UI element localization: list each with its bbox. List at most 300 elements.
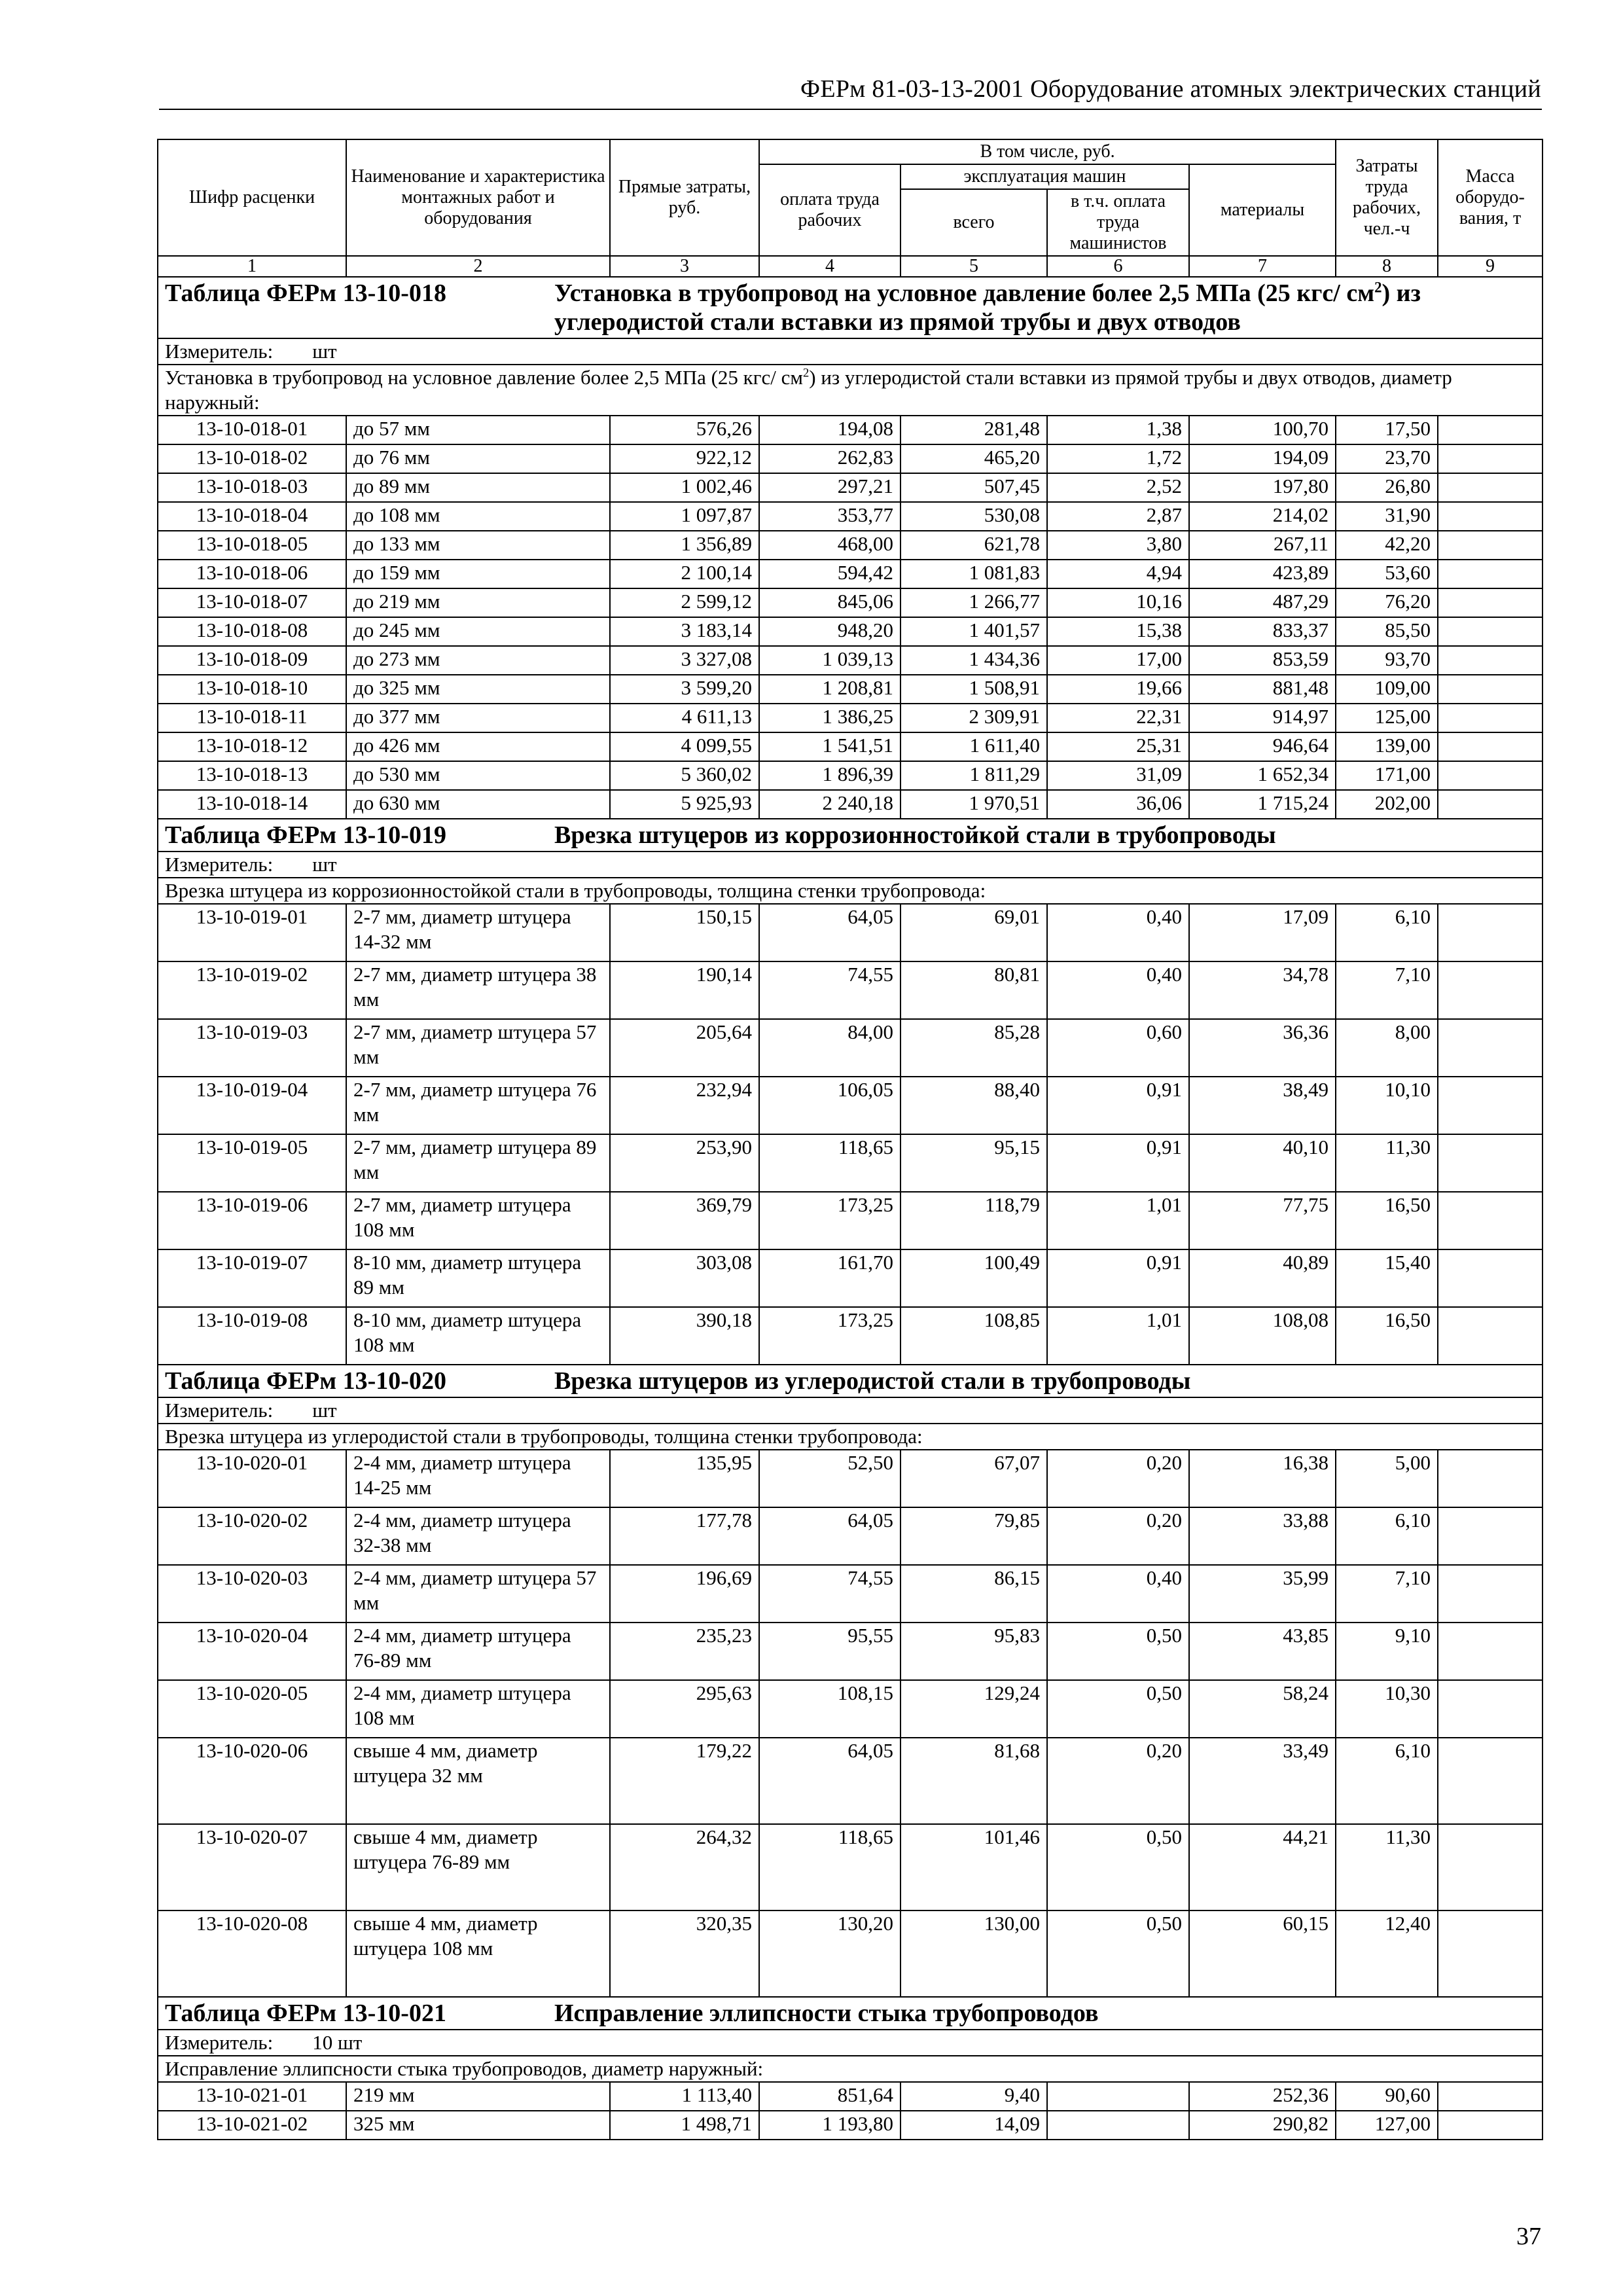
page-number: 37 xyxy=(1516,2223,1541,2250)
description-cell xyxy=(158,1424,1543,1450)
section-title-text: Исправление эллипсности стыка трубопроводов xyxy=(554,2000,1099,2027)
labor-pay-cell: 64,05 xyxy=(759,904,901,961)
direct-cost-cell: 4 611,13 xyxy=(610,704,759,732)
labor-hours-cell: 11,30 xyxy=(1336,1134,1438,1192)
labor-pay-cell: 74,55 xyxy=(759,961,901,1019)
direct-cost-cell: 576,26 xyxy=(610,416,759,444)
machines-total-cell: 1 970,51 xyxy=(901,790,1047,819)
rate-name-cell: 325 мм xyxy=(346,2111,610,2140)
col-machinists-header: в т.ч. оплата труда машинистов xyxy=(1047,189,1189,256)
col-number: 7 xyxy=(1189,256,1336,277)
mass-cell xyxy=(1438,2111,1543,2140)
mass-cell xyxy=(1438,1019,1543,1077)
machines-total-cell: 129,24 xyxy=(901,1680,1047,1738)
machinists-pay-cell: 25,31 xyxy=(1047,732,1189,761)
labor-hours-cell: 127,00 xyxy=(1336,2111,1438,2140)
rate-code-cell: 13-10-019-06 xyxy=(158,1192,346,1249)
rate-name-cell: 2-4 мм, диаметр штуцера 14-25 мм xyxy=(346,1450,610,1507)
rate-code-cell: 13-10-018-01 xyxy=(158,416,346,444)
labor-pay-cell: 297,21 xyxy=(759,473,901,502)
table-row xyxy=(158,1565,1543,1623)
machines-total-cell: 281,48 xyxy=(901,416,1047,444)
machinists-pay-cell: 3,80 xyxy=(1047,531,1189,560)
col-code-header: Шифр расценки xyxy=(158,139,346,256)
mass-cell xyxy=(1438,588,1543,617)
rate-code-cell: 13-10-019-07 xyxy=(158,1249,346,1307)
direct-cost-cell: 5 360,02 xyxy=(610,761,759,790)
rate-code-cell: 13-10-020-08 xyxy=(158,1910,346,1997)
machinists-pay-cell: 0,20 xyxy=(1047,1738,1189,1824)
machinists-pay-cell: 0,40 xyxy=(1047,1565,1189,1623)
machines-total-cell: 86,15 xyxy=(901,1565,1047,1623)
machines-total-cell: 130,00 xyxy=(901,1910,1047,1997)
labor-pay-cell: 106,05 xyxy=(759,1077,901,1134)
materials-cell: 33,88 xyxy=(1189,1507,1336,1565)
labor-pay-cell: 353,77 xyxy=(759,502,901,531)
labor-hours-cell: 7,10 xyxy=(1336,1565,1438,1623)
machinists-pay-cell: 31,09 xyxy=(1047,761,1189,790)
description-text: Исправление эллипсности стыка трубопроводов, диаметр наружный: xyxy=(165,2057,764,2080)
rate-name-cell: до 630 мм xyxy=(346,790,610,819)
materials-cell: 1 652,34 xyxy=(1189,761,1336,790)
table-section-heading xyxy=(158,1365,1543,1397)
direct-cost-cell: 390,18 xyxy=(610,1307,759,1365)
labor-hours-cell: 7,10 xyxy=(1336,961,1438,1019)
rate-name-cell: 2-7 мм, диаметр штуцера 108 мм xyxy=(346,1192,610,1249)
labor-pay-cell: 468,00 xyxy=(759,531,901,560)
labor-pay-cell: 262,83 xyxy=(759,444,901,473)
col-direct-header: Прямые затраты, руб. xyxy=(610,139,759,256)
machines-total-cell: 1 434,36 xyxy=(901,646,1047,675)
mass-cell xyxy=(1438,1623,1543,1680)
mass-cell xyxy=(1438,790,1543,819)
table-row xyxy=(158,1192,1543,1249)
rate-name-cell: до 377 мм xyxy=(346,704,610,732)
machines-total-cell: 530,08 xyxy=(901,502,1047,531)
materials-cell: 77,75 xyxy=(1189,1192,1336,1249)
rate-code-cell: 13-10-021-01 xyxy=(158,2082,346,2111)
machines-total-cell: 95,15 xyxy=(901,1134,1047,1192)
machinists-pay-cell: 1,01 xyxy=(1047,1192,1189,1249)
labor-hours-cell: 31,90 xyxy=(1336,502,1438,531)
table-row xyxy=(158,444,1543,473)
direct-cost-cell: 3 599,20 xyxy=(610,675,759,704)
table-description-row xyxy=(158,1424,1543,1450)
mass-cell xyxy=(1438,502,1543,531)
table-row xyxy=(158,2082,1543,2111)
machines-total-cell: 80,81 xyxy=(901,961,1047,1019)
rate-code-cell: 13-10-018-09 xyxy=(158,646,346,675)
machines-total-cell: 1 401,57 xyxy=(901,617,1047,646)
col-number: 3 xyxy=(610,256,759,277)
rate-code-cell: 13-10-018-08 xyxy=(158,617,346,646)
labor-pay-cell: 52,50 xyxy=(759,1450,901,1507)
machines-total-cell: 85,28 xyxy=(901,1019,1047,1077)
machines-total-cell: 88,40 xyxy=(901,1077,1047,1134)
rate-code-cell: 13-10-018-10 xyxy=(158,675,346,704)
rate-name-cell: 2-7 мм, диаметр штуцера 76 мм xyxy=(346,1077,610,1134)
measure-label: Измеритель: xyxy=(165,853,274,876)
labor-pay-cell: 2 240,18 xyxy=(759,790,901,819)
rate-code-cell: 13-10-020-01 xyxy=(158,1450,346,1507)
measure-label: Измеритель: xyxy=(165,1399,274,1422)
machinists-pay-cell: 0,50 xyxy=(1047,1824,1189,1910)
col-labor-pay-header: оплата труда рабочих xyxy=(759,164,901,256)
direct-cost-cell: 3 183,14 xyxy=(610,617,759,646)
col-machines-header: эксплуатация машин xyxy=(901,164,1189,189)
machines-total-cell: 101,46 xyxy=(901,1824,1047,1910)
labor-hours-cell: 5,00 xyxy=(1336,1450,1438,1507)
rate-name-cell: 2-4 мм, диаметр штуцера 57 мм xyxy=(346,1565,610,1623)
labor-pay-cell: 173,25 xyxy=(759,1307,901,1365)
table-section-heading xyxy=(158,277,1543,338)
labor-hours-cell: 85,50 xyxy=(1336,617,1438,646)
materials-cell: 914,97 xyxy=(1189,704,1336,732)
rate-name-cell: 8-10 мм, диаметр штуцера 89 мм xyxy=(346,1249,610,1307)
section-title xyxy=(554,1367,1535,1395)
machinists-pay-cell: 1,38 xyxy=(1047,416,1189,444)
table-measure-row xyxy=(158,1397,1543,1424)
labor-pay-cell: 1 386,25 xyxy=(759,704,901,732)
rate-code-cell: 13-10-019-08 xyxy=(158,1307,346,1365)
machinists-pay-cell: 0,40 xyxy=(1047,961,1189,1019)
materials-cell: 194,09 xyxy=(1189,444,1336,473)
machines-total-cell: 108,85 xyxy=(901,1307,1047,1365)
materials-cell: 252,36 xyxy=(1189,2082,1336,2111)
rate-name-cell: до 108 мм xyxy=(346,502,610,531)
machinists-pay-cell xyxy=(1047,2111,1189,2140)
table-row xyxy=(158,1738,1543,1824)
mass-cell xyxy=(1438,1565,1543,1623)
rate-code-cell: 13-10-020-05 xyxy=(158,1680,346,1738)
mass-cell xyxy=(1438,646,1543,675)
direct-cost-cell: 4 099,55 xyxy=(610,732,759,761)
machines-total-cell: 465,20 xyxy=(901,444,1047,473)
rate-name-cell: до 273 мм xyxy=(346,646,610,675)
table-row xyxy=(158,961,1543,1019)
materials-cell: 853,59 xyxy=(1189,646,1336,675)
labor-pay-cell: 1 208,81 xyxy=(759,675,901,704)
materials-cell: 423,89 xyxy=(1189,560,1336,588)
description-text: Врезка штуцера из коррозионностойкой стали в трубопроводы, толщина стенки трубопровода: xyxy=(165,879,986,902)
machines-total-cell: 1 811,29 xyxy=(901,761,1047,790)
machinists-pay-cell: 19,66 xyxy=(1047,675,1189,704)
rate-code-cell: 13-10-020-06 xyxy=(158,1738,346,1824)
description-superscript: 2 xyxy=(802,366,810,380)
rate-code-cell: 13-10-020-02 xyxy=(158,1507,346,1565)
labor-pay-cell: 118,65 xyxy=(759,1134,901,1192)
materials-cell: 487,29 xyxy=(1189,588,1336,617)
rate-name-cell: до 219 мм xyxy=(346,588,610,617)
table-description-row xyxy=(158,878,1543,904)
direct-cost-cell: 2 100,14 xyxy=(610,560,759,588)
machinists-pay-cell: 2,52 xyxy=(1047,473,1189,502)
direct-cost-cell: 235,23 xyxy=(610,1623,759,1680)
labor-pay-cell: 118,65 xyxy=(759,1824,901,1910)
mass-cell xyxy=(1438,1824,1543,1910)
machines-total-cell: 1 081,83 xyxy=(901,560,1047,588)
col-number: 8 xyxy=(1336,256,1438,277)
mass-cell xyxy=(1438,704,1543,732)
table-section-heading xyxy=(158,1997,1543,2030)
col-number: 5 xyxy=(901,256,1047,277)
labor-pay-cell: 64,05 xyxy=(759,1507,901,1565)
rate-code-cell: 13-10-018-14 xyxy=(158,790,346,819)
description-text: Врезка штуцера из углеродистой стали в трубопроводы, толщина стенки трубопровода: xyxy=(165,1425,923,1448)
materials-cell: 197,80 xyxy=(1189,473,1336,502)
table-row xyxy=(158,704,1543,732)
table-row xyxy=(158,1077,1543,1134)
labor-hours-cell: 90,60 xyxy=(1336,2082,1438,2111)
labor-hours-cell: 9,10 xyxy=(1336,1623,1438,1680)
mass-cell xyxy=(1438,1192,1543,1249)
materials-cell: 881,48 xyxy=(1189,675,1336,704)
table-measure-row xyxy=(158,852,1543,878)
mass-cell xyxy=(1438,761,1543,790)
rate-code-cell: 13-10-018-02 xyxy=(158,444,346,473)
table-measure-row xyxy=(158,2030,1543,2056)
section-heading xyxy=(165,821,1535,850)
materials-cell: 40,89 xyxy=(1189,1249,1336,1307)
direct-cost-cell: 2 599,12 xyxy=(610,588,759,617)
direct-cost-cell: 1 356,89 xyxy=(610,531,759,560)
mass-cell xyxy=(1438,1507,1543,1565)
col-number: 4 xyxy=(759,256,901,277)
machinists-pay-cell: 0,50 xyxy=(1047,1623,1189,1680)
labor-hours-cell: 8,00 xyxy=(1336,1019,1438,1077)
description-text-end: ) из углеродистой стали вставки из прямой трубы и двух отводов, диаметр наружный: xyxy=(165,366,1452,414)
section-title-text: Врезка штуцеров из коррозионностойкой стали в трубопроводы xyxy=(554,821,1276,849)
table-row xyxy=(158,761,1543,790)
direct-cost-cell: 232,94 xyxy=(610,1077,759,1134)
section-label: Таблица ФЕРм 13-10-021 xyxy=(165,2000,446,2027)
machines-total-cell: 14,09 xyxy=(901,2111,1047,2140)
rate-code-cell: 13-10-018-07 xyxy=(158,588,346,617)
rate-name-cell: 2-4 мм, диаметр штуцера 108 мм xyxy=(346,1680,610,1738)
labor-pay-cell: 1 193,80 xyxy=(759,2111,901,2140)
machines-total-cell: 9,40 xyxy=(901,2082,1047,2111)
rate-code-cell: 13-10-018-12 xyxy=(158,732,346,761)
machinists-pay-cell: 1,01 xyxy=(1047,1307,1189,1365)
rate-name-cell: до 159 мм xyxy=(346,560,610,588)
rate-name-cell: до 325 мм xyxy=(346,675,610,704)
mass-cell xyxy=(1438,1077,1543,1134)
table-row xyxy=(158,1507,1543,1565)
machinists-pay-cell: 0,20 xyxy=(1047,1507,1189,1565)
direct-cost-cell: 196,69 xyxy=(610,1565,759,1623)
labor-pay-cell: 1 896,39 xyxy=(759,761,901,790)
machines-total-cell: 118,79 xyxy=(901,1192,1047,1249)
labor-pay-cell: 161,70 xyxy=(759,1249,901,1307)
table-row xyxy=(158,790,1543,819)
rate-name-cell: 2-7 мм, диаметр штуцера 38 мм xyxy=(346,961,610,1019)
measure-value: шт xyxy=(312,1399,337,1422)
table-row xyxy=(158,617,1543,646)
table-row xyxy=(158,1623,1543,1680)
rate-code-cell: 13-10-018-05 xyxy=(158,531,346,560)
mass-cell xyxy=(1438,473,1543,502)
table-row xyxy=(158,502,1543,531)
description-cell xyxy=(158,365,1543,416)
materials-cell: 833,37 xyxy=(1189,617,1336,646)
labor-pay-cell: 194,08 xyxy=(759,416,901,444)
rate-code-cell: 13-10-019-02 xyxy=(158,961,346,1019)
section-title-text: Врезка штуцеров из углеродистой стали в трубопроводы xyxy=(554,1367,1191,1395)
labor-hours-cell: 6,10 xyxy=(1336,1507,1438,1565)
materials-cell: 100,70 xyxy=(1189,416,1336,444)
mass-cell xyxy=(1438,416,1543,444)
labor-pay-cell: 64,05 xyxy=(759,1738,901,1824)
mass-cell xyxy=(1438,1680,1543,1738)
table-row xyxy=(158,531,1543,560)
table-row xyxy=(158,1680,1543,1738)
machines-total-cell: 2 309,91 xyxy=(901,704,1047,732)
labor-hours-cell: 15,40 xyxy=(1336,1249,1438,1307)
section-heading xyxy=(165,1999,1535,2028)
materials-cell: 60,15 xyxy=(1189,1910,1336,1997)
section-heading-cell xyxy=(158,1997,1543,2030)
section-title-superscript: 2 xyxy=(1374,279,1382,296)
materials-cell: 267,11 xyxy=(1189,531,1336,560)
labor-pay-cell: 95,55 xyxy=(759,1623,901,1680)
table-row xyxy=(158,732,1543,761)
mass-cell xyxy=(1438,904,1543,961)
machinists-pay-cell: 0,20 xyxy=(1047,1450,1189,1507)
direct-cost-cell: 190,14 xyxy=(610,961,759,1019)
direct-cost-cell: 369,79 xyxy=(610,1192,759,1249)
labor-hours-cell: 10,30 xyxy=(1336,1680,1438,1738)
col-labor-cost-header: Затраты труда рабочих, чел.-ч xyxy=(1336,139,1438,256)
table-row xyxy=(158,2111,1543,2140)
labor-hours-cell: 109,00 xyxy=(1336,675,1438,704)
materials-cell: 38,49 xyxy=(1189,1077,1336,1134)
labor-pay-cell: 851,64 xyxy=(759,2082,901,2111)
rate-name-cell: до 245 мм xyxy=(346,617,610,646)
mass-cell xyxy=(1438,675,1543,704)
col-number: 6 xyxy=(1047,256,1189,277)
materials-cell: 43,85 xyxy=(1189,1623,1336,1680)
rate-code-cell: 13-10-020-03 xyxy=(158,1565,346,1623)
measure-value: шт xyxy=(312,340,337,363)
rate-code-cell: 13-10-018-11 xyxy=(158,704,346,732)
description-cell xyxy=(158,2056,1543,2082)
materials-cell: 946,64 xyxy=(1189,732,1336,761)
labor-pay-cell: 173,25 xyxy=(759,1192,901,1249)
table-row xyxy=(158,1450,1543,1507)
header-rule xyxy=(159,109,1542,110)
labor-pay-cell: 948,20 xyxy=(759,617,901,646)
mass-cell xyxy=(1438,1738,1543,1824)
col-number: 2 xyxy=(346,256,610,277)
labor-hours-cell: 6,10 xyxy=(1336,904,1438,961)
rate-name-cell: 2-7 мм, диаметр штуцера 57 мм xyxy=(346,1019,610,1077)
materials-cell: 290,82 xyxy=(1189,2111,1336,2140)
section-heading-cell xyxy=(158,1365,1543,1397)
labor-hours-cell: 11,30 xyxy=(1336,1824,1438,1910)
rate-code-cell: 13-10-018-04 xyxy=(158,502,346,531)
measure-cell xyxy=(158,2030,1543,2056)
labor-hours-cell: 16,50 xyxy=(1336,1307,1438,1365)
direct-cost-cell: 5 925,93 xyxy=(610,790,759,819)
mass-cell xyxy=(1438,444,1543,473)
measure-value: шт xyxy=(312,853,337,876)
measure-cell xyxy=(158,338,1543,365)
machines-total-cell: 1 508,91 xyxy=(901,675,1047,704)
machinists-pay-cell: 1,72 xyxy=(1047,444,1189,473)
measure-cell xyxy=(158,1397,1543,1424)
rate-code-cell: 13-10-018-03 xyxy=(158,473,346,502)
section-title-text: Установка в трубопровод на условное давление более 2,5 МПа (25 кгс/ см xyxy=(554,279,1375,307)
col-incl-header: В том числе, руб. xyxy=(759,139,1336,164)
labor-hours-cell: 53,60 xyxy=(1336,560,1438,588)
table-row xyxy=(158,1249,1543,1307)
rate-name-cell: 2-4 мм, диаметр штуцера 76-89 мм xyxy=(346,1623,610,1680)
labor-pay-cell: 74,55 xyxy=(759,1565,901,1623)
section-heading-cell xyxy=(158,819,1543,852)
labor-hours-cell: 42,20 xyxy=(1336,531,1438,560)
direct-cost-cell: 320,35 xyxy=(610,1910,759,1997)
rate-code-cell: 13-10-018-13 xyxy=(158,761,346,790)
direct-cost-cell: 303,08 xyxy=(610,1249,759,1307)
machinists-pay-cell: 2,87 xyxy=(1047,502,1189,531)
machines-total-cell: 621,78 xyxy=(901,531,1047,560)
machinists-pay-cell: 0,60 xyxy=(1047,1019,1189,1077)
materials-cell: 40,10 xyxy=(1189,1134,1336,1192)
rate-name-cell: 219 мм xyxy=(346,2082,610,2111)
rate-name-cell: свыше 4 мм, диаметр штуцера 108 мм xyxy=(346,1910,610,1997)
col-machines-total-header: всего xyxy=(901,189,1047,256)
machinists-pay-cell: 0,40 xyxy=(1047,904,1189,961)
labor-pay-cell: 130,20 xyxy=(759,1910,901,1997)
col-materials-header: материалы xyxy=(1189,164,1336,256)
labor-hours-cell: 171,00 xyxy=(1336,761,1438,790)
machinists-pay-cell: 0,91 xyxy=(1047,1077,1189,1134)
direct-cost-cell: 253,90 xyxy=(610,1134,759,1192)
description-text: Установка в трубопровод на условное давление более 2,5 МПа (25 кгс/ см xyxy=(165,366,803,389)
materials-cell: 1 715,24 xyxy=(1189,790,1336,819)
rate-name-cell: до 89 мм xyxy=(346,473,610,502)
mass-cell xyxy=(1438,531,1543,560)
rate-name-cell: 2-7 мм, диаметр штуцера 14-32 мм xyxy=(346,904,610,961)
materials-cell: 36,36 xyxy=(1189,1019,1336,1077)
materials-cell: 58,24 xyxy=(1189,1680,1336,1738)
labor-hours-cell: 23,70 xyxy=(1336,444,1438,473)
col-name-header: Наименование и характеристика монтажных работ и оборудования xyxy=(346,139,610,256)
direct-cost-cell: 264,32 xyxy=(610,1824,759,1910)
direct-cost-cell: 1 113,40 xyxy=(610,2082,759,2111)
machines-total-cell: 1 266,77 xyxy=(901,588,1047,617)
rate-name-cell: до 530 мм xyxy=(346,761,610,790)
table-measure-row xyxy=(158,338,1543,365)
table-row xyxy=(158,1910,1543,1997)
labor-pay-cell: 1 039,13 xyxy=(759,646,901,675)
table-row xyxy=(158,1307,1543,1365)
labor-hours-cell: 12,40 xyxy=(1336,1910,1438,1997)
measure-cell xyxy=(158,852,1543,878)
measure-value: 10 шт xyxy=(312,2031,363,2054)
machinists-pay-cell: 0,50 xyxy=(1047,1680,1189,1738)
table-row xyxy=(158,1134,1543,1192)
labor-pay-cell: 108,15 xyxy=(759,1680,901,1738)
labor-pay-cell: 84,00 xyxy=(759,1019,901,1077)
machinists-pay-cell: 4,94 xyxy=(1047,560,1189,588)
section-heading xyxy=(165,279,1535,336)
table-row xyxy=(158,473,1543,502)
materials-cell: 33,49 xyxy=(1189,1738,1336,1824)
materials-cell: 214,02 xyxy=(1189,502,1336,531)
section-heading xyxy=(165,1367,1535,1395)
direct-cost-cell: 150,15 xyxy=(610,904,759,961)
